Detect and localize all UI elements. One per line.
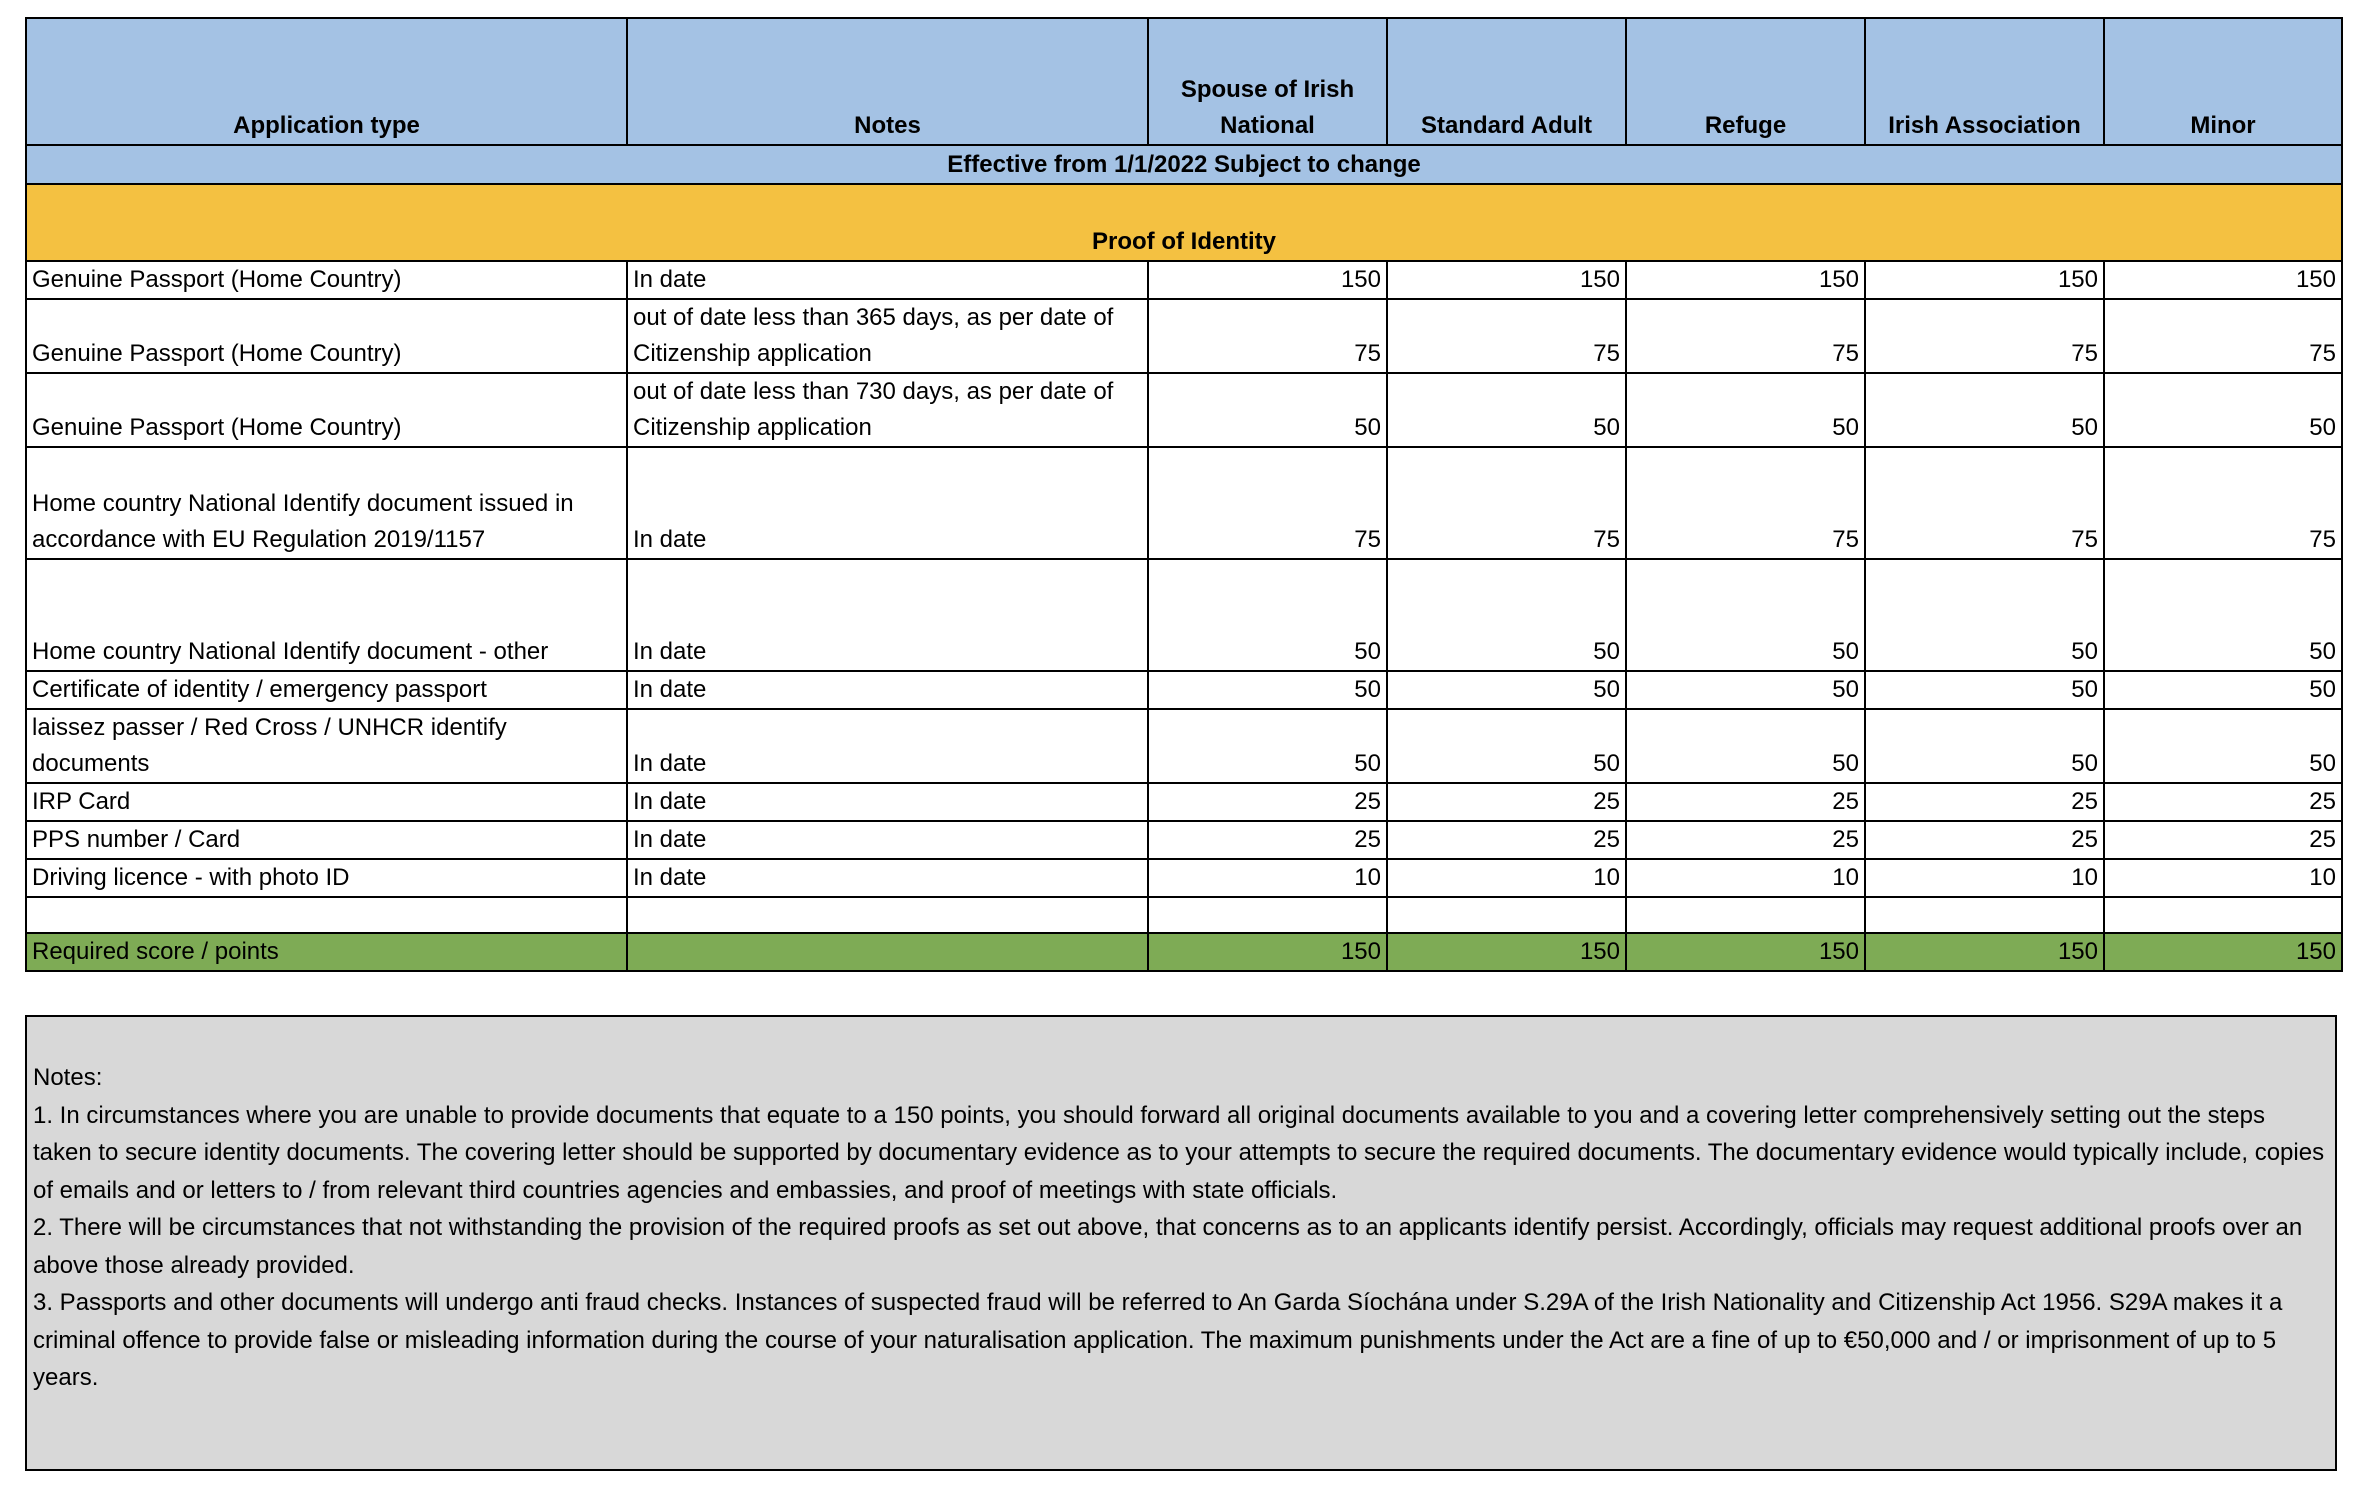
application-type-cell: Genuine Passport (Home Country) <box>26 373 627 447</box>
required-score-value: 150 <box>1865 933 2104 971</box>
notes-cell: In date <box>627 859 1148 897</box>
points-cell: 50 <box>1865 373 2104 447</box>
points-cell: 50 <box>1387 373 1626 447</box>
points-cell: 50 <box>1626 709 1865 783</box>
table-row <box>26 373 2342 447</box>
points-cell: 75 <box>1865 299 2104 373</box>
required-score-value: 150 <box>1148 933 1387 971</box>
table-row <box>26 821 2342 859</box>
section-row <box>26 184 2342 261</box>
points-cell: 10 <box>1865 859 2104 897</box>
table-row <box>26 447 2342 559</box>
required-score-value: 150 <box>1387 933 1626 971</box>
points-cell: 10 <box>1626 859 1865 897</box>
points-cell: 50 <box>1148 671 1387 709</box>
required-score-value: 150 <box>1626 933 1865 971</box>
points-cell: 10 <box>2104 859 2342 897</box>
application-type-cell: PPS number / Card <box>26 821 627 859</box>
note-item: 1. In circumstances where you are unable to provide documents that equate to a 150 points, you should forward all original documents available to you and a covering letter comprehensively setting out the steps taken to secure identity documents. The covering letter should be supported by documentary evidence as to your attempts to secure the required documents. The documentary evidence would typically include, copies of emails and or letters to / from relevant third countries agencies and embassies, and proof of meetings with state officials. <box>33 1101 2325 1204</box>
points-cell: 25 <box>1148 783 1387 821</box>
points-cell: 50 <box>1626 373 1865 447</box>
points-cell: 75 <box>2104 447 2342 559</box>
points-cell: 150 <box>1865 261 2104 299</box>
points-cell: 75 <box>1148 299 1387 373</box>
blank-cell <box>26 897 627 933</box>
application-type-cell: IRP Card <box>26 783 627 821</box>
blank-cell <box>1865 897 2104 933</box>
header-row <box>26 18 2342 145</box>
points-cell: 50 <box>1148 709 1387 783</box>
points-cell: 50 <box>1865 559 2104 671</box>
blank-cell <box>627 897 1148 933</box>
blank-cell <box>2104 897 2342 933</box>
points-cell: 10 <box>1148 859 1387 897</box>
note-item: 3. Passports and other documents will undergo anti fraud checks. Instances of suspected fraud will be referred to An Garda Síochána under S.29A of the Irish Nationality and Citizenship Act 1956. S29A makes it a criminal offence to provide false or misleading information during the course of your naturalisation application. The maximum punishments under the Act are a fine of up to €50,000 and / or imprisonment of up to 5 years. <box>33 1289 2283 1391</box>
effective-row <box>26 145 2342 184</box>
blank-cell <box>1148 897 1387 933</box>
points-cell: 50 <box>1865 671 2104 709</box>
note-item: 2. There will be circumstances that not withstanding the provision of the required proofs as set out above, that concerns as to an applicants identify persist. Accordingly, officials may request additional proofs over an above those already provided. <box>33 1214 2303 1279</box>
points-cell: 75 <box>1387 447 1626 559</box>
table-row <box>26 783 2342 821</box>
points-cell: 75 <box>1148 447 1387 559</box>
application-type-cell: Genuine Passport (Home Country) <box>26 299 627 373</box>
notes-cell: out of date less than 365 days, as per date of Citizenship application <box>627 299 1148 373</box>
application-type-cell: Home country National Identify document issued in accordance with EU Regulation 2019/1157 <box>26 447 627 559</box>
application-type-cell: laissez passer / Red Cross / UNHCR identify documents <box>26 709 627 783</box>
points-cell: 50 <box>2104 671 2342 709</box>
points-cell: 75 <box>1626 299 1865 373</box>
notes-cell: In date <box>627 709 1148 783</box>
section-title: Proof of Identity <box>26 184 2342 261</box>
points-cell: 50 <box>2104 559 2342 671</box>
points-cell: 25 <box>1865 783 2104 821</box>
points-table <box>25 17 2343 972</box>
header-minor: Minor <box>2104 18 2342 145</box>
points-cell: 25 <box>1865 821 2104 859</box>
points-cell: 25 <box>2104 821 2342 859</box>
points-cell: 150 <box>1148 261 1387 299</box>
points-cell: 150 <box>1626 261 1865 299</box>
notes-box <box>25 1015 2337 1471</box>
points-cell: 75 <box>2104 299 2342 373</box>
notes-cell: In date <box>627 559 1148 671</box>
header-irish-association: Irish Association <box>1865 18 2104 145</box>
points-cell: 150 <box>1387 261 1626 299</box>
table-row <box>26 709 2342 783</box>
points-cell: 50 <box>1626 559 1865 671</box>
notes-cell: In date <box>627 783 1148 821</box>
points-cell: 50 <box>1387 671 1626 709</box>
points-cell: 50 <box>2104 373 2342 447</box>
points-cell: 25 <box>2104 783 2342 821</box>
points-cell: 50 <box>1387 709 1626 783</box>
table-row <box>26 299 2342 373</box>
notes-cell: In date <box>627 261 1148 299</box>
header-spouse: Spouse of Irish National <box>1148 18 1387 145</box>
table-row <box>26 859 2342 897</box>
header-application-type: Application type <box>26 18 627 145</box>
points-cell: 50 <box>1148 373 1387 447</box>
points-cell: 25 <box>1626 821 1865 859</box>
table-row <box>26 261 2342 299</box>
required-score-value: 150 <box>2104 933 2342 971</box>
points-cell: 50 <box>2104 709 2342 783</box>
required-score-blank <box>627 933 1148 971</box>
notes-cell: In date <box>627 447 1148 559</box>
notes-heading: Notes: <box>33 1064 103 1091</box>
required-score-label: Required score / points <box>26 933 627 971</box>
required-score-row <box>26 933 2342 971</box>
points-cell: 75 <box>1626 447 1865 559</box>
table-row <box>26 671 2342 709</box>
points-cell: 25 <box>1626 783 1865 821</box>
application-type-cell: Driving licence - with photo ID <box>26 859 627 897</box>
blank-cell <box>1387 897 1626 933</box>
points-cell: 50 <box>1865 709 2104 783</box>
application-type-cell: Home country National Identify document - other <box>26 559 627 671</box>
points-cell: 10 <box>1387 859 1626 897</box>
points-cell: 75 <box>1865 447 2104 559</box>
blank-cell <box>1626 897 1865 933</box>
points-cell: 75 <box>1387 299 1626 373</box>
effective-date: Effective from 1/1/2022 Subject to change <box>26 145 2342 184</box>
points-cell: 25 <box>1387 783 1626 821</box>
header-refuge: Refuge <box>1626 18 1865 145</box>
points-cell: 150 <box>2104 261 2342 299</box>
application-type-cell: Certificate of identity / emergency passport <box>26 671 627 709</box>
points-cell: 25 <box>1387 821 1626 859</box>
notes-cell: out of date less than 730 days, as per date of Citizenship application <box>627 373 1148 447</box>
blank-row <box>26 897 2342 933</box>
notes-cell: In date <box>627 671 1148 709</box>
notes-cell: In date <box>627 821 1148 859</box>
header-notes: Notes <box>627 18 1148 145</box>
application-type-cell: Genuine Passport (Home Country) <box>26 261 627 299</box>
points-cell: 25 <box>1148 821 1387 859</box>
points-cell: 50 <box>1387 559 1626 671</box>
table-row <box>26 559 2342 671</box>
points-cell: 50 <box>1626 671 1865 709</box>
header-standard-adult: Standard Adult <box>1387 18 1626 145</box>
points-cell: 50 <box>1148 559 1387 671</box>
